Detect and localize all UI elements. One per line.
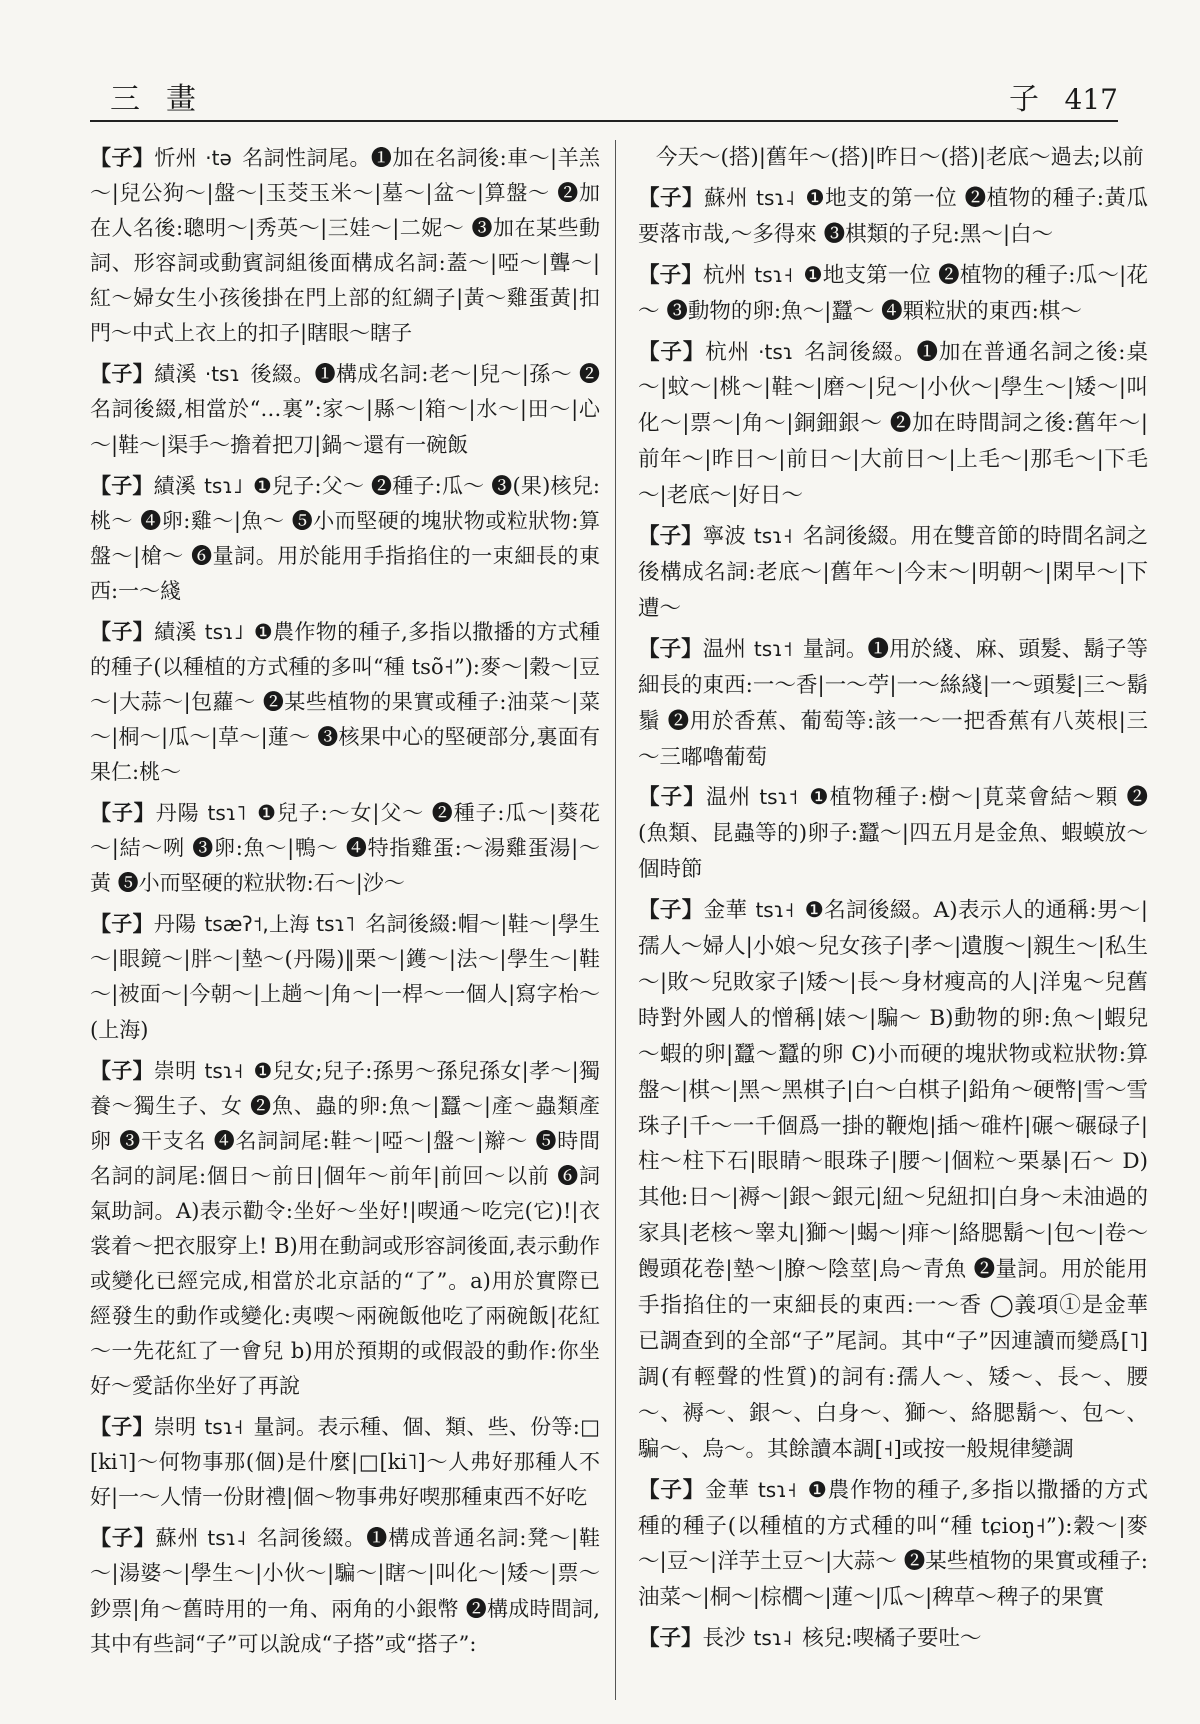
page-number: 417 xyxy=(1064,83,1118,116)
entry-definition: 名詞後綴。❶構成普通名詞:凳～|鞋～|湯婆～|學生～|小伙～|騙～|瞎～|叫化～|矮～|票～鈔票|角～舊時用的一角、兩角的小銀幣 ❷構成時間詞,其中有些詞“子”可以說成“子搭”或“搭子”: xyxy=(90,1526,601,1656)
entry-pronunciation: tsɿ˧ xyxy=(755,898,795,923)
dictionary-entry xyxy=(90,614,600,790)
column-divider xyxy=(615,140,616,1700)
entry-definition: ❶兒子:～女|父～ ❷種子:瓜～|葵花～|結～咧 ❸卵:魚～|鴨～ ❹特指雞蛋:～湯雞蛋湯|～黃 ❺小而堅硬的粒狀物:石～|沙～ xyxy=(90,801,601,896)
entry-definition: 核兒:喫橘子要吐～ xyxy=(802,1626,982,1652)
entry-pronunciation: tsæʔ˦,上海 tsɿ˥ xyxy=(204,912,356,937)
entry-definition: ❶兒子:父～ ❷種子:瓜～ ❸(果)核兒:桃～ ❹卵:雞～|魚～ ❺小而堅硬的塊狀物或粒狀物:算盤～|槍～ ❻量詞。用於能用手指掐住的一束細長的東西:一～綫 xyxy=(90,473,601,603)
entry-definition: 量詞。❶用於綫、麻、頭髮、鬍子等細長的東西:一～香|一～苧|一～絲綫|一～頭髮|三～鬍鬚 ❷用於香蕉、葡萄等:該一～一把香蕉有八莢根|三～三嘟嚕葡萄 xyxy=(638,636,1148,770)
dictionary-entry xyxy=(90,795,600,901)
entry-dialect-location: 績溪 xyxy=(154,619,197,644)
entry-definition: ❶植物種子:樹～|莧菜會結～顆 ❷(魚類、昆蟲等的)卵子:蠶～|四五月是金魚、蝦蟆放～個時節 xyxy=(638,785,1148,883)
dictionary-entry xyxy=(638,780,1148,888)
entry-headword: 【子】 xyxy=(638,262,704,288)
entry-dialect-location: 蘇州 xyxy=(704,185,749,211)
entry-pronunciation: tsɿ˨ xyxy=(756,185,795,210)
entry-dialect-location: 崇明 xyxy=(153,1415,197,1440)
entry-pronunciation: tsɿ˧ xyxy=(204,1058,244,1083)
entry-dialect-location: 金華 xyxy=(705,1477,750,1503)
section-title: 三畫 xyxy=(110,82,222,117)
entry-dialect-location: 長沙 xyxy=(702,1626,746,1652)
entry-definition: 名詞後綴。用在雙音節的時間名詞之後構成名詞:老底～|舊年～|今末～|明朝～|閑早～|下遭～ xyxy=(638,524,1148,621)
entry-headword: 【子】 xyxy=(638,898,704,924)
dictionary-entry xyxy=(638,258,1148,330)
entry-definition: 量詞。表示種、個、類、些、份等:□[ki˥]～何物事那(個)是什麼|□[ki˥]～人弗好那種人不好|一～人情一份財禮|個～物事弗好喫那種東西不好吃 xyxy=(90,1415,601,1510)
entry-headword: 【子】 xyxy=(638,1626,703,1652)
entry-headword: 【子】 xyxy=(90,472,154,498)
entry-pronunciation: ·tsɿ xyxy=(758,339,794,364)
entry-pronunciation: tsɿ˨ xyxy=(207,1526,247,1551)
entry-definition: 名詞後綴:帽～|鞋～|學生～|眼鏡～|胖～|墊～(丹陽)‖栗～|鑊～|法～|學生～|鞋～|被面～|今朝～|上趟～|角～|一桿～一個人|寫字枱～(上海) xyxy=(90,912,601,1042)
entry-headword: 【子】 xyxy=(90,1414,154,1440)
dictionary-entry xyxy=(638,1621,1148,1657)
dictionary-entry xyxy=(90,356,600,462)
dictionary-entry xyxy=(638,335,1148,515)
dictionary-entry xyxy=(90,140,600,351)
entry-dialect-location: 丹陽 xyxy=(155,801,200,826)
entry-definition: ❶地支的第一位 ❷植物的種子:黃瓜要落市哉,～多得來 ❸棋類的子兒:黑～|白～ xyxy=(638,185,1148,247)
entry-headword: 【子】 xyxy=(90,145,155,170)
entry-pronunciation: tsɿ˩ xyxy=(204,619,244,644)
headword-character: 子 xyxy=(1009,82,1039,117)
dictionary-entry xyxy=(638,519,1148,627)
entry-dialect-location: 崇明 xyxy=(153,1058,197,1083)
entry-pronunciation: tsɿ˧ xyxy=(757,1477,797,1502)
entry-dialect-location: 寧波 xyxy=(702,524,746,550)
entry-definition: 名詞後綴。❶加在普通名詞之後:桌～|蚊～|桃～|鞋～|磨～|兒～|小伙～|學生～|矮～|叫化～|票～|角～|銅鈿銀～ ❷加在時間詞之後:舊年～|前年～|昨日～|前日～|大前日～|上毛～|那毛～|下毛～|老底～|好日～ xyxy=(638,339,1148,509)
entry-definition: ❶兒女;兒子:孫男～孫兒孫女|孝～|獨養～獨生子、女 ❷魚、蟲的卵:魚～|蠶～|產～蟲類產卵 ❸干支名 ❹名詞詞尾:鞋～|啞～|盤～|辮～ ❺時間名詞的詞尾:個日～前日|個年～前年|前回～以前 ❻詞氣助詞。A)表示勸令:坐好～坐好!|喫通～吃完(它)!|衣裳着～把衣服穿上! B)用在動詞或形容詞後面,表示動作或變化已經完成,相當於北京話的“了”。a)用於實際已經發生的動作或變化:夷喫～兩碗飯他吃了兩碗飯|花紅～一先花紅了一會兒 b)用於預期的或假設的動作:你坐好～愛話你坐好了再說 xyxy=(90,1058,600,1399)
dictionary-entry xyxy=(90,906,600,1047)
entry-pronunciation: tsɿ˥ xyxy=(207,801,247,826)
entry-headword: 【子】 xyxy=(90,361,155,387)
left-column xyxy=(90,140,600,1667)
entry-dialect-location: 金華 xyxy=(703,898,748,924)
entry-headword: 【子】 xyxy=(638,339,706,365)
entry-headword: 【子】 xyxy=(90,618,155,644)
entry-headword: 【子】 xyxy=(638,1477,706,1503)
entry-dialect-location: 杭州 xyxy=(705,339,751,365)
entry-definition: 名詞性詞尾。❶加在名詞後:車～|羊羔～|兒公狗～|盤～|玉茭玉米～|墓～|盆～|算盤～ ❷加在人名後:聰明～|秀英～|三娃～|二妮～ ❸加在某些動詞、形容詞或動賓詞組後面構成名詞:蓋～|啞～|聾～|紅～婦女生小孩後掛在門上部的紅綢子|黃～雞蛋黃|扣門～中式上衣上的扣子|瞎眼～瞎子 xyxy=(90,146,601,346)
entry-dialect-location: 績溪 xyxy=(154,362,197,387)
entry-definition: 今天～(搭)|舊年～(搭)|昨日～(搭)|老底～過去;以前 xyxy=(656,145,1144,170)
entry-definition: 後綴。❶構成名詞:老～|兒～|孫～ ❷名詞後綴,相當於“…裏”:家～|縣～|箱～|水～|田～|心～|鞋～|渠手～擔着把刀|鍋～還有一碗飯 xyxy=(90,362,601,457)
entry-dialect-location: 杭州 xyxy=(703,262,747,288)
entry-pronunciation: tsɿ˧ xyxy=(754,262,794,287)
entry-headword: 【子】 xyxy=(90,1525,156,1551)
entry-headword: 【子】 xyxy=(638,785,706,811)
entry-pronunciation: ·tə xyxy=(205,146,232,170)
entry-headword: 【子】 xyxy=(638,524,703,550)
entry-pronunciation: tsɿ˦ xyxy=(753,636,793,661)
entry-dialect-location: 温州 xyxy=(706,785,752,811)
entry-pronunciation: tsɿ˧ xyxy=(753,524,793,549)
entry-headword: 【子】 xyxy=(638,185,705,211)
entry-definition: ❶農作物的種子,多指以撒播的方式種的種子(以種植的方式種的多叫“種 tsõ˧”):麥～|穀～|豆～|大蒜～|包蘿～ ❷某些植物的果實或種子:油菜～|菜～|桐～|瓜～|草～|蓮～ ❸核果中心的堅硬部分,裏面有果仁:桃～ xyxy=(90,619,601,785)
dictionary-entry xyxy=(638,1473,1148,1617)
entry-headword: 【子】 xyxy=(90,911,154,937)
entry-dialect-location: 温州 xyxy=(702,636,746,662)
dictionary-entry xyxy=(90,1520,600,1661)
entry-definition: ❶名詞後綴。A)表示人的通稱:男～|孺人～婦人|小娘～兒女孩子|孝～|遺腹～|親生～|私生～|敗～兒敗家子|矮～|長～身材瘦高的人|洋鬼～兒舊時對外國人的憎稱|婊～|騙～ B)動物的卵:魚～|蝦兒～蝦的卵|蠶～蠶的卵 C)小而硬的塊狀物或粒狀物:算盤～|棋～|黑～黑棋子|白～白棋子|鉛角～硬幣|雪～雪珠子|千～一千個爲一掛的鞭炮|插～碓杵|碾～碾碌子|柱～柱下石|眼睛～眼珠子|腰～|個粒～栗暴|石～ D)其他:日～|褥～|銀～銀元|紐～兒紐扣|白身～未油過的家具|老核～睾丸|獅～|蝎～|痱～|絡腮鬍～|包～|卷～饅頭花卷|墊～|膫～陰莖|烏～青魚 ❷量詞。用於能用手指掐住的一束細長的東西:一～香 ◯義項①是金華已調查到的全部“子”尾詞。其中“子”因連讀而變爲[˥]調(有輕聲的性質)的詞有:孺人～、矮～、長～、腰～、褥～、銀～、白身～、獅～、絡腮鬍～、包～、騙～、烏～。其餘讀本調[˧]或按一般規律變調 xyxy=(638,898,1148,1462)
entry-pronunciation: ·tsɿ xyxy=(204,362,241,387)
entry-pronunciation: tsɿ˧ xyxy=(204,1415,244,1440)
entry-definition: ❶農作物的種子,多指以撒播的方式種的種子(以種植的方式種的叫“種 tɕioŋ˧”):穀～|麥～|豆～|洋芋土豆～|大蒜～ ❷某些植物的果實或種子:油菜～|桐～|棕櫚～|蓮～|瓜～|稗草～稗子的果實 xyxy=(638,1477,1148,1611)
entry-pronunciation: tsɿ˩ xyxy=(204,473,243,498)
dictionary-entry xyxy=(638,893,1148,1468)
dictionary-entry xyxy=(90,1053,600,1405)
entry-dialect-location: 丹陽 xyxy=(153,912,197,937)
header-right xyxy=(1009,74,1118,118)
entry-dialect-location: 績溪 xyxy=(153,473,197,498)
dictionary-entry xyxy=(638,181,1148,253)
dictionary-entry xyxy=(638,632,1148,776)
page-header xyxy=(90,60,1118,122)
entry-dialect-location: 蘇州 xyxy=(155,1526,200,1551)
right-column xyxy=(638,140,1148,1662)
entry-definition: ❶地支第一位 ❷植物的種子:瓜～|花～ ❸動物的卵:魚～|蠶～ ❹顆粒狀的東西:棋～ xyxy=(638,262,1148,324)
entry-dialect-location: 忻州 xyxy=(154,146,198,170)
entry-headword: 【子】 xyxy=(90,1057,154,1083)
dictionary-entry xyxy=(90,468,600,609)
entry-headword: 【子】 xyxy=(90,800,156,826)
dictionary-entry xyxy=(638,140,1148,176)
entry-headword: 【子】 xyxy=(638,636,703,662)
entry-pronunciation: tsɿ˨ xyxy=(753,1626,793,1651)
dictionary-entry xyxy=(90,1409,600,1515)
entry-pronunciation: tsɿ˦ xyxy=(759,785,799,810)
